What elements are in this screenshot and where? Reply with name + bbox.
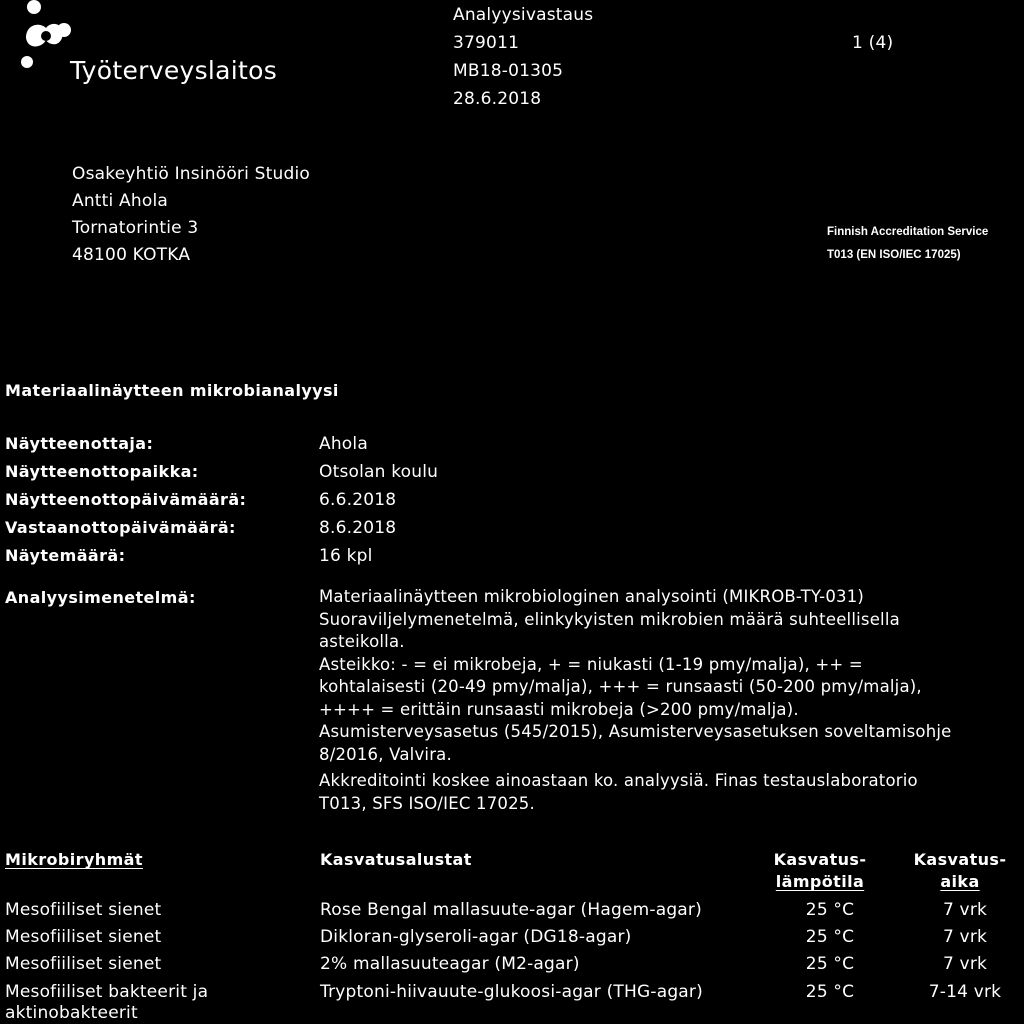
method-line: Asumisterveysasetus (545/2015), Asumisterveysasetuksen soveltamisohje: [319, 722, 952, 741]
method-line: T013, SFS ISO/IEC 17025.: [319, 793, 535, 813]
doc-id: 379011: [453, 33, 520, 53]
table-cell-group: Mesofiiliset bakteerit ja: [5, 982, 209, 1002]
doc-type: Analyysivastaus: [453, 5, 594, 25]
logo-mark-icon: [20, 0, 72, 74]
accreditation-line-1: Finnish Accreditation Service: [827, 226, 989, 238]
table-cell-medium: 2% mallasuuteagar (M2-agar): [320, 954, 580, 974]
table-cell-temp: 25 °C: [805, 900, 855, 920]
method-line: Asteikko: - = ei mikrobeja, + = niukasti (1-19 pmy/malja), ++ =: [319, 654, 863, 674]
field-label-sampler: Näytteenottaja:: [5, 434, 154, 453]
method-description: [319, 586, 952, 815]
field-value-sampling-date: 6.6.2018: [319, 490, 397, 510]
recipient-company: Osakeyhtiö Insinööri Studio: [72, 164, 310, 184]
field-label-sample-count: Näytemäärä:: [5, 546, 126, 565]
method-line: Materiaalinäytteen mikrobiologinen analysointi (MIKROB-TY-031): [319, 587, 865, 606]
table-cell-medium: Dikloran-glyseroli-agar (DG18-agar): [320, 927, 632, 947]
table-header-temp-1: Kasvatus-: [773, 850, 867, 869]
field-value-sampling-site: Otsolan koulu: [319, 462, 439, 482]
table-cell-group-cont: aktinobakteerit: [5, 1003, 138, 1023]
table-cell-temp: 25 °C: [805, 982, 855, 1002]
method-line: 8/2016, Valvira.: [319, 744, 452, 764]
report-title: Materiaalinäytteen mikrobianalyysi: [5, 381, 339, 400]
recipient-street: Tornatorintie 3: [72, 218, 199, 238]
table-cell-time: 7 vrk: [942, 954, 988, 974]
table-header-time-2: aika: [940, 872, 980, 891]
method-label: Analyysimenetelmä:: [5, 588, 196, 607]
field-value-received-date: 8.6.2018: [319, 518, 397, 538]
table-cell-group: Mesofiiliset sienet: [5, 900, 162, 920]
method-line: Suoraviljelymenetelmä, elinkykyisten mikrobien määrä suhteellisella: [319, 609, 900, 629]
sample-id: MB18-01305: [453, 61, 564, 81]
recipient-person: Antti Ahola: [72, 191, 169, 211]
table-cell-time: 7 vrk: [942, 900, 988, 920]
org-logo-text: Työterveyslaitos: [70, 56, 278, 85]
recipient-city: 48100 KOTKA: [72, 245, 191, 265]
table-header-medium: Kasvatusalustat: [320, 850, 472, 869]
table-cell-medium: Tryptoni-hiivauute-glukoosi-agar (THG-agar): [320, 982, 703, 1002]
table-header-group: Mikrobiryhmät: [5, 850, 143, 869]
field-label-received-date: Vastaanottopäivämäärä:: [5, 518, 236, 537]
table-header-time-1: Kasvatus-: [913, 850, 1007, 869]
field-label-sampling-date: Näytteenottopäivämäärä:: [5, 490, 247, 509]
field-value-sampler: Ahola: [319, 434, 368, 454]
field-value-sample-count: 16 kpl: [319, 546, 373, 566]
method-line: kohtalaisesti (20-49 pmy/malja), +++ = runsaasti (50-200 pmy/malja),: [319, 677, 922, 696]
table-header-temp-2: lämpötila: [775, 872, 865, 891]
table-cell-temp: 25 °C: [805, 954, 855, 974]
method-line: Akkreditointi koskee ainoastaan ko. analyysiä. Finas testauslaboratorio: [319, 771, 918, 790]
table-cell-medium: Rose Bengal mallasuute-agar (Hagem-agar): [320, 900, 702, 920]
table-cell-time: 7-14 vrk: [928, 982, 1002, 1002]
table-cell-time: 7 vrk: [942, 927, 988, 947]
table-cell-temp: 25 °C: [805, 927, 855, 947]
field-label-sampling-site: Näytteenottopaikka:: [5, 462, 199, 481]
method-line: ++++ = erittäin runsaasti mikrobeja (>200 pmy/malja).: [319, 699, 799, 719]
accreditation-line-2: T013 (EN ISO/IEC 17025): [827, 249, 961, 261]
report-date: 28.6.2018: [453, 89, 542, 109]
table-cell-group: Mesofiiliset sienet: [5, 954, 162, 974]
table-cell-group: Mesofiiliset sienet: [5, 927, 162, 947]
method-line: asteikolla.: [319, 632, 405, 651]
page-number: 1 (4): [852, 33, 894, 53]
